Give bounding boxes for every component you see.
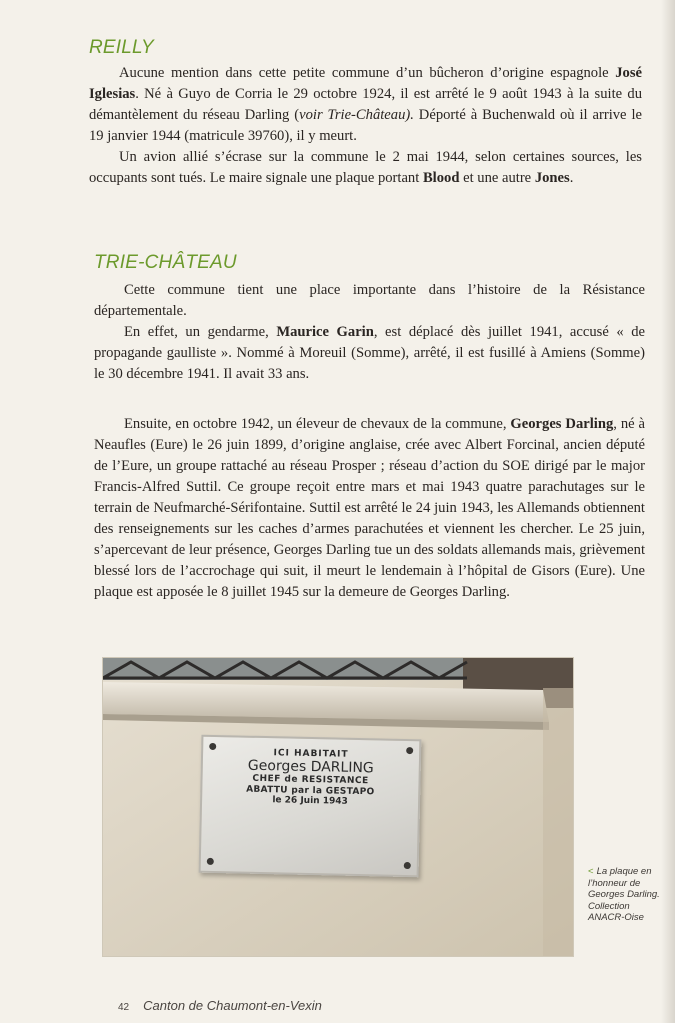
paragraph bbox=[89, 63, 642, 147]
text-run: Déporté à Buchenwald où il arrive le 19 janvier 1944 (matricule 39760), il y meurt. bbox=[89, 107, 642, 144]
text-run: , né à Neaufles (Eure) le 26 juin 1899, d’origine anglaise, crée avec Albert Forcinal, ancien député de l’Eure, un groupe rattaché au réseau Prosper ; réseau d’action du SOE dirigé par le major Francis-Alfred Suttil. Ce groupe reçoit entre mars et mai 1943 quatre parachutages sur le terrain de Neufmarché-Sérifontaine. Suttil est arrêté le 24 juin 1943, les Allemands obtiennent des renseignements sur les caches d’armes parachutées et viennent les chercher. Le 25 juin, s’apercevant de leur présence, Georges Darling tue un des soldats allemands mais, grièvement blessé lors de l’accrochage qui suit, il meurt le lendemain à l’hôpital de Gisors (Eure). Une plaque est apposée le 8 juillet 1945 sur la demeure de Georges Darling. bbox=[94, 416, 646, 600]
page-footer bbox=[118, 998, 322, 1013]
text-run: Ensuite, en octobre 1942, un éleveur de chevaux de la commune, bbox=[124, 416, 511, 432]
page-number: 42 bbox=[118, 1002, 130, 1013]
section-title-reilly: REILLY bbox=[89, 37, 154, 58]
memorial-plaque bbox=[199, 735, 422, 878]
bold-name: José Iglesias bbox=[89, 65, 642, 102]
bold-name: Jones bbox=[534, 170, 570, 186]
screw-icon bbox=[209, 743, 216, 750]
text-run: , est déplacé dès juillet 1941, accusé « de propagande gaulliste ». Nommé à Moreuil (Somme), arrêté, il est fusillé à Amiens (Somme) le 30 décembre 1941. Il avait 33 ans. bbox=[94, 324, 645, 382]
running-title: Canton de Chaumont-en-Vexin bbox=[143, 998, 322, 1013]
plaque-line: ABATTU par la GESTAPO bbox=[246, 784, 375, 798]
plaque-line: ICI HABITAIT bbox=[273, 748, 349, 760]
plaque-line: CHEF de RESISTANCE bbox=[252, 774, 369, 787]
italic-reference: voir Trie-Château). bbox=[299, 107, 414, 123]
bold-name: Georges Darling bbox=[510, 416, 614, 432]
text-run: Cette commune tient une place importante dans l’histoire de la Résistance départementale. bbox=[94, 282, 645, 319]
text-run: et une autre bbox=[459, 170, 535, 186]
paragraph bbox=[94, 322, 645, 385]
text-run: . bbox=[569, 170, 574, 186]
photo-caption bbox=[588, 866, 668, 924]
bold-name: Maurice Garin bbox=[276, 324, 374, 340]
screw-icon bbox=[207, 858, 214, 865]
text-run: En effet, un gendarme, bbox=[124, 324, 277, 340]
paragraph bbox=[94, 414, 645, 603]
plaque-photo bbox=[102, 657, 574, 957]
bold-name: Blood bbox=[422, 170, 460, 186]
paragraph bbox=[94, 280, 645, 322]
screw-icon bbox=[404, 862, 411, 869]
text-run: . Né à Guyo de Corria le 29 octobre 1924, il est arrêté le 9 août 1943 à la suite du démantèlement du réseau Darling ( bbox=[89, 86, 642, 123]
section-title-trie-chateau: TRIE-CHÂTEAU bbox=[94, 252, 237, 273]
caption-text: La plaque en l’honneur de Georges Darling. Collection ANACR-Oise bbox=[588, 866, 660, 923]
plaque-line: Georges DARLING bbox=[247, 758, 374, 777]
caption-arrow: < bbox=[588, 866, 594, 877]
paragraph bbox=[89, 147, 642, 189]
screw-icon bbox=[406, 747, 413, 754]
text-run: Un avion allié s’écrase sur la commune le 2 mai 1944, selon certaines sources, les occupants sont tués. Le maire signale une plaque portant bbox=[89, 149, 642, 186]
text-run: Aucune mention dans cette petite commune d’un bûcheron d’origine espagnole bbox=[119, 65, 616, 81]
plaque-line: le 26 Juin 1943 bbox=[272, 795, 348, 807]
